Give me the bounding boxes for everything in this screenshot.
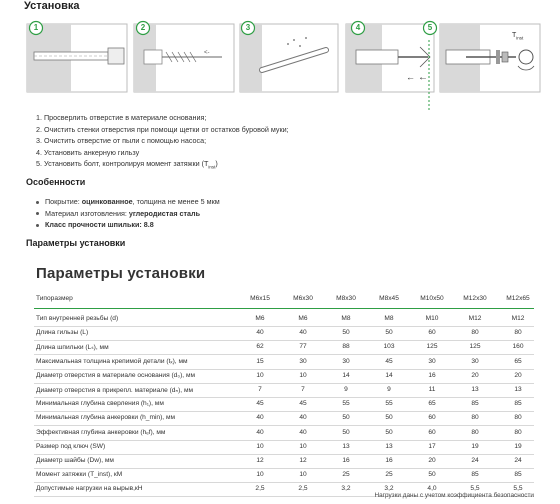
table-cell: 3,2 [341, 485, 351, 493]
table-cell: 20 [471, 371, 479, 379]
table-cell: 20 [514, 371, 522, 379]
torque-label: $T_{inst}$ [512, 32, 524, 41]
instruction-3: 3. Очистить отверстие от пыли с помощью насоса; [36, 136, 207, 146]
column-header: M6x15 [250, 295, 270, 302]
steps-illustration [26, 20, 542, 110]
table-row [34, 326, 534, 341]
table-cell: 12 [256, 457, 264, 464]
column-header: M12x30 [463, 295, 487, 302]
row-label: Эффективная глубина анкеровки (hₑf), мм [36, 428, 166, 436]
table-cell: 14 [342, 371, 350, 379]
table-cell: 80 [471, 414, 479, 422]
table-cell: 85 [471, 471, 479, 479]
column-header: M8x45 [379, 295, 399, 302]
arrow-left-icon: ← [418, 72, 428, 83]
table-cell: 10 [299, 471, 307, 479]
instruction-2: 2. Очистить стенки отверстия при помощи щетки от остатков буровой муки; [36, 124, 289, 134]
params-small-title: Параметры установки [26, 238, 126, 248]
table-cell: 15 [256, 357, 264, 365]
table-cell: 10 [256, 371, 264, 379]
installation-title: Установка [24, 0, 80, 12]
table-cell: M12 [468, 315, 482, 322]
table-cell: 3,2 [384, 485, 394, 493]
step-number-3: 3 [245, 23, 251, 32]
row-label: Допустимые нагрузки на вырыв,кН [36, 485, 143, 493]
feature-coating: Покрытие: оцинкованное, толщина не менее 5 мкм [36, 196, 220, 208]
table-cell: 40 [256, 329, 264, 337]
table-cell: 13 [342, 442, 350, 450]
table-cell: 16 [428, 371, 436, 379]
table-cell: 80 [471, 329, 479, 337]
table-cell: 60 [428, 428, 436, 436]
table-cell: 16 [342, 457, 350, 464]
step-number-1: 1 [33, 23, 39, 32]
table-cell: 125 [426, 343, 438, 351]
table-cell: 7 [301, 386, 305, 393]
features-list [36, 196, 220, 231]
table-row [34, 411, 534, 426]
table-header [34, 292, 534, 309]
table-cell: 50 [385, 428, 393, 436]
table-cell: 13 [471, 386, 479, 393]
installation-steps [26, 20, 542, 94]
table-cell: 45 [299, 400, 307, 408]
table-cell: 20 [428, 457, 436, 464]
table-cell: 80 [514, 428, 522, 436]
table-cell: 60 [428, 329, 436, 337]
column-header: M6x30 [293, 295, 313, 302]
step-number-4: 4 [355, 23, 361, 32]
table-cell: M6 [255, 315, 265, 322]
table-row [34, 426, 534, 441]
row-label: Минимальная глубина сверления (h₁), мм [36, 400, 164, 408]
table-cell: 50 [428, 471, 436, 479]
table-cell: 55 [385, 400, 393, 408]
row-label: Тип внутренней резьбы (d) [36, 315, 119, 322]
table-cell: 13 [385, 442, 393, 450]
table-cell: 19 [514, 442, 522, 450]
table-cell: 10 [256, 471, 264, 479]
table-cell: 19 [471, 442, 479, 450]
step-2-panel [134, 24, 234, 92]
table-cell: 65 [514, 357, 522, 365]
params-big-title: Параметры установки [36, 265, 206, 282]
table-cell: 85 [471, 400, 479, 408]
table-cell: 2,5 [255, 485, 265, 493]
table-cell: 50 [342, 428, 350, 436]
row-label: Размер под ключ (SW) [36, 442, 106, 450]
table-row [34, 312, 534, 327]
table-cell: 45 [256, 400, 264, 408]
row-label: Диаметр шайбы (Dw), мм [36, 457, 114, 464]
table-cell: 40 [256, 414, 264, 422]
table-cell: 30 [299, 357, 307, 365]
table-cell: 16 [385, 457, 393, 464]
feature-strength-class: Класс прочности шпильки: 8.8 [36, 219, 220, 231]
table-cell: 9 [387, 386, 391, 393]
row-label: Диаметр отверстия в прикрепл. материале (dₙ), мм [36, 387, 194, 394]
features-title: Особенности [26, 177, 86, 187]
table-cell: 9 [344, 386, 348, 393]
table-cell: 10 [299, 442, 307, 450]
table-cell: 85 [514, 471, 522, 479]
table-cell: 77 [299, 343, 307, 351]
feature-material: Материал изготовления: углеродистая сталь [36, 208, 220, 220]
table-cell: 50 [342, 329, 350, 337]
table-cell: 5,5 [513, 485, 523, 493]
table-cell: 88 [342, 343, 350, 351]
table-cell: 160 [512, 343, 524, 351]
table-row [34, 369, 534, 384]
table-cell: 30 [428, 357, 436, 365]
table-cell: 80 [514, 329, 522, 337]
table-cell: 13 [514, 386, 522, 393]
instruction-1: 1. Просверлить отверстие в материале основания; [36, 113, 207, 122]
table-cell: 10 [299, 371, 307, 379]
table-cell: 103 [383, 343, 395, 351]
table-cell: 7 [258, 386, 262, 393]
table-row [34, 340, 534, 355]
instruction-5: 5. Установить болт, контролируя момент затяжки $(T_{inst})$ [36, 159, 218, 170]
row-label: Момент затяжки (T_inst), кМ [36, 471, 123, 479]
table-cell: M6 [298, 315, 308, 322]
step-3-panel [240, 24, 338, 92]
table-cell: 25 [342, 471, 350, 479]
table-cell: 24 [471, 457, 479, 464]
column-header: M12x65 [506, 295, 530, 302]
table-cell: 62 [256, 343, 264, 351]
column-header: M10x50 [420, 295, 444, 302]
table-cell: M8 [341, 315, 351, 322]
svg-text:<-: <- [204, 50, 210, 56]
table-cell: 30 [471, 357, 479, 365]
step-number-2: 2 [140, 23, 146, 32]
table-cell: M12 [511, 315, 525, 322]
row-label: Длина шпильки (Lₛ), мм [36, 344, 109, 352]
table-cell: 4,0 [427, 485, 437, 493]
svg-text:←: ← [406, 72, 415, 82]
step-number-5: 5 [427, 23, 433, 32]
table-cell: 50 [385, 329, 393, 337]
table-row [34, 397, 534, 412]
table-cell: 25 [385, 471, 393, 479]
step-5-panel [440, 24, 540, 92]
table-cell: 30 [342, 357, 350, 365]
table-cell: 80 [471, 428, 479, 436]
table-cell: 85 [514, 400, 522, 408]
table-cell: 2,5 [298, 485, 308, 493]
table-row [34, 468, 534, 483]
table-note: Нагрузки даны с учетом коэффициента безопасности [374, 492, 534, 499]
row-label: Максимальная толщина крепимой детали (tₓ), мм [36, 357, 188, 365]
step-1-panel [27, 24, 127, 92]
table-row [34, 355, 534, 370]
table-cell: M10 [425, 315, 439, 322]
header-label: Типоразмер [36, 295, 73, 302]
table-cell: 40 [299, 428, 307, 436]
table-cell: 12 [299, 457, 307, 464]
table-cell: 60 [428, 414, 436, 422]
table-cell: 55 [342, 400, 350, 408]
table-cell: 11 [428, 386, 436, 393]
table-cell: M8 [384, 315, 394, 322]
table-cell: 45 [385, 357, 393, 365]
table-cell: 125 [469, 343, 481, 351]
table-cell: 65 [428, 400, 436, 408]
table-cell: 40 [299, 414, 307, 422]
table-cell: 50 [342, 414, 350, 422]
table-cell: 40 [256, 428, 264, 436]
row-label: Минимальная глубина анкеровки (h_min), мм [36, 414, 176, 422]
table-row [34, 383, 534, 398]
row-label: Диаметр отверстия в материале основания (d₀), мм [36, 371, 196, 379]
instructions-list [36, 112, 289, 173]
table-row [34, 454, 534, 469]
table-cell: 5,5 [470, 485, 480, 493]
table-cell: 24 [514, 457, 522, 464]
table-cell: 40 [299, 329, 307, 337]
instruction-4: 4. Установить анкерную гильзу [36, 147, 140, 157]
table-cell: 50 [385, 414, 393, 422]
table-cell: 10 [256, 442, 264, 450]
row-label: Длина гильзы (L) [36, 329, 89, 337]
table-row [34, 440, 534, 455]
column-header: M8x30 [336, 295, 356, 302]
table-cell: 80 [514, 414, 522, 422]
table-cell: 17 [428, 442, 436, 450]
table-cell: 14 [385, 371, 393, 379]
